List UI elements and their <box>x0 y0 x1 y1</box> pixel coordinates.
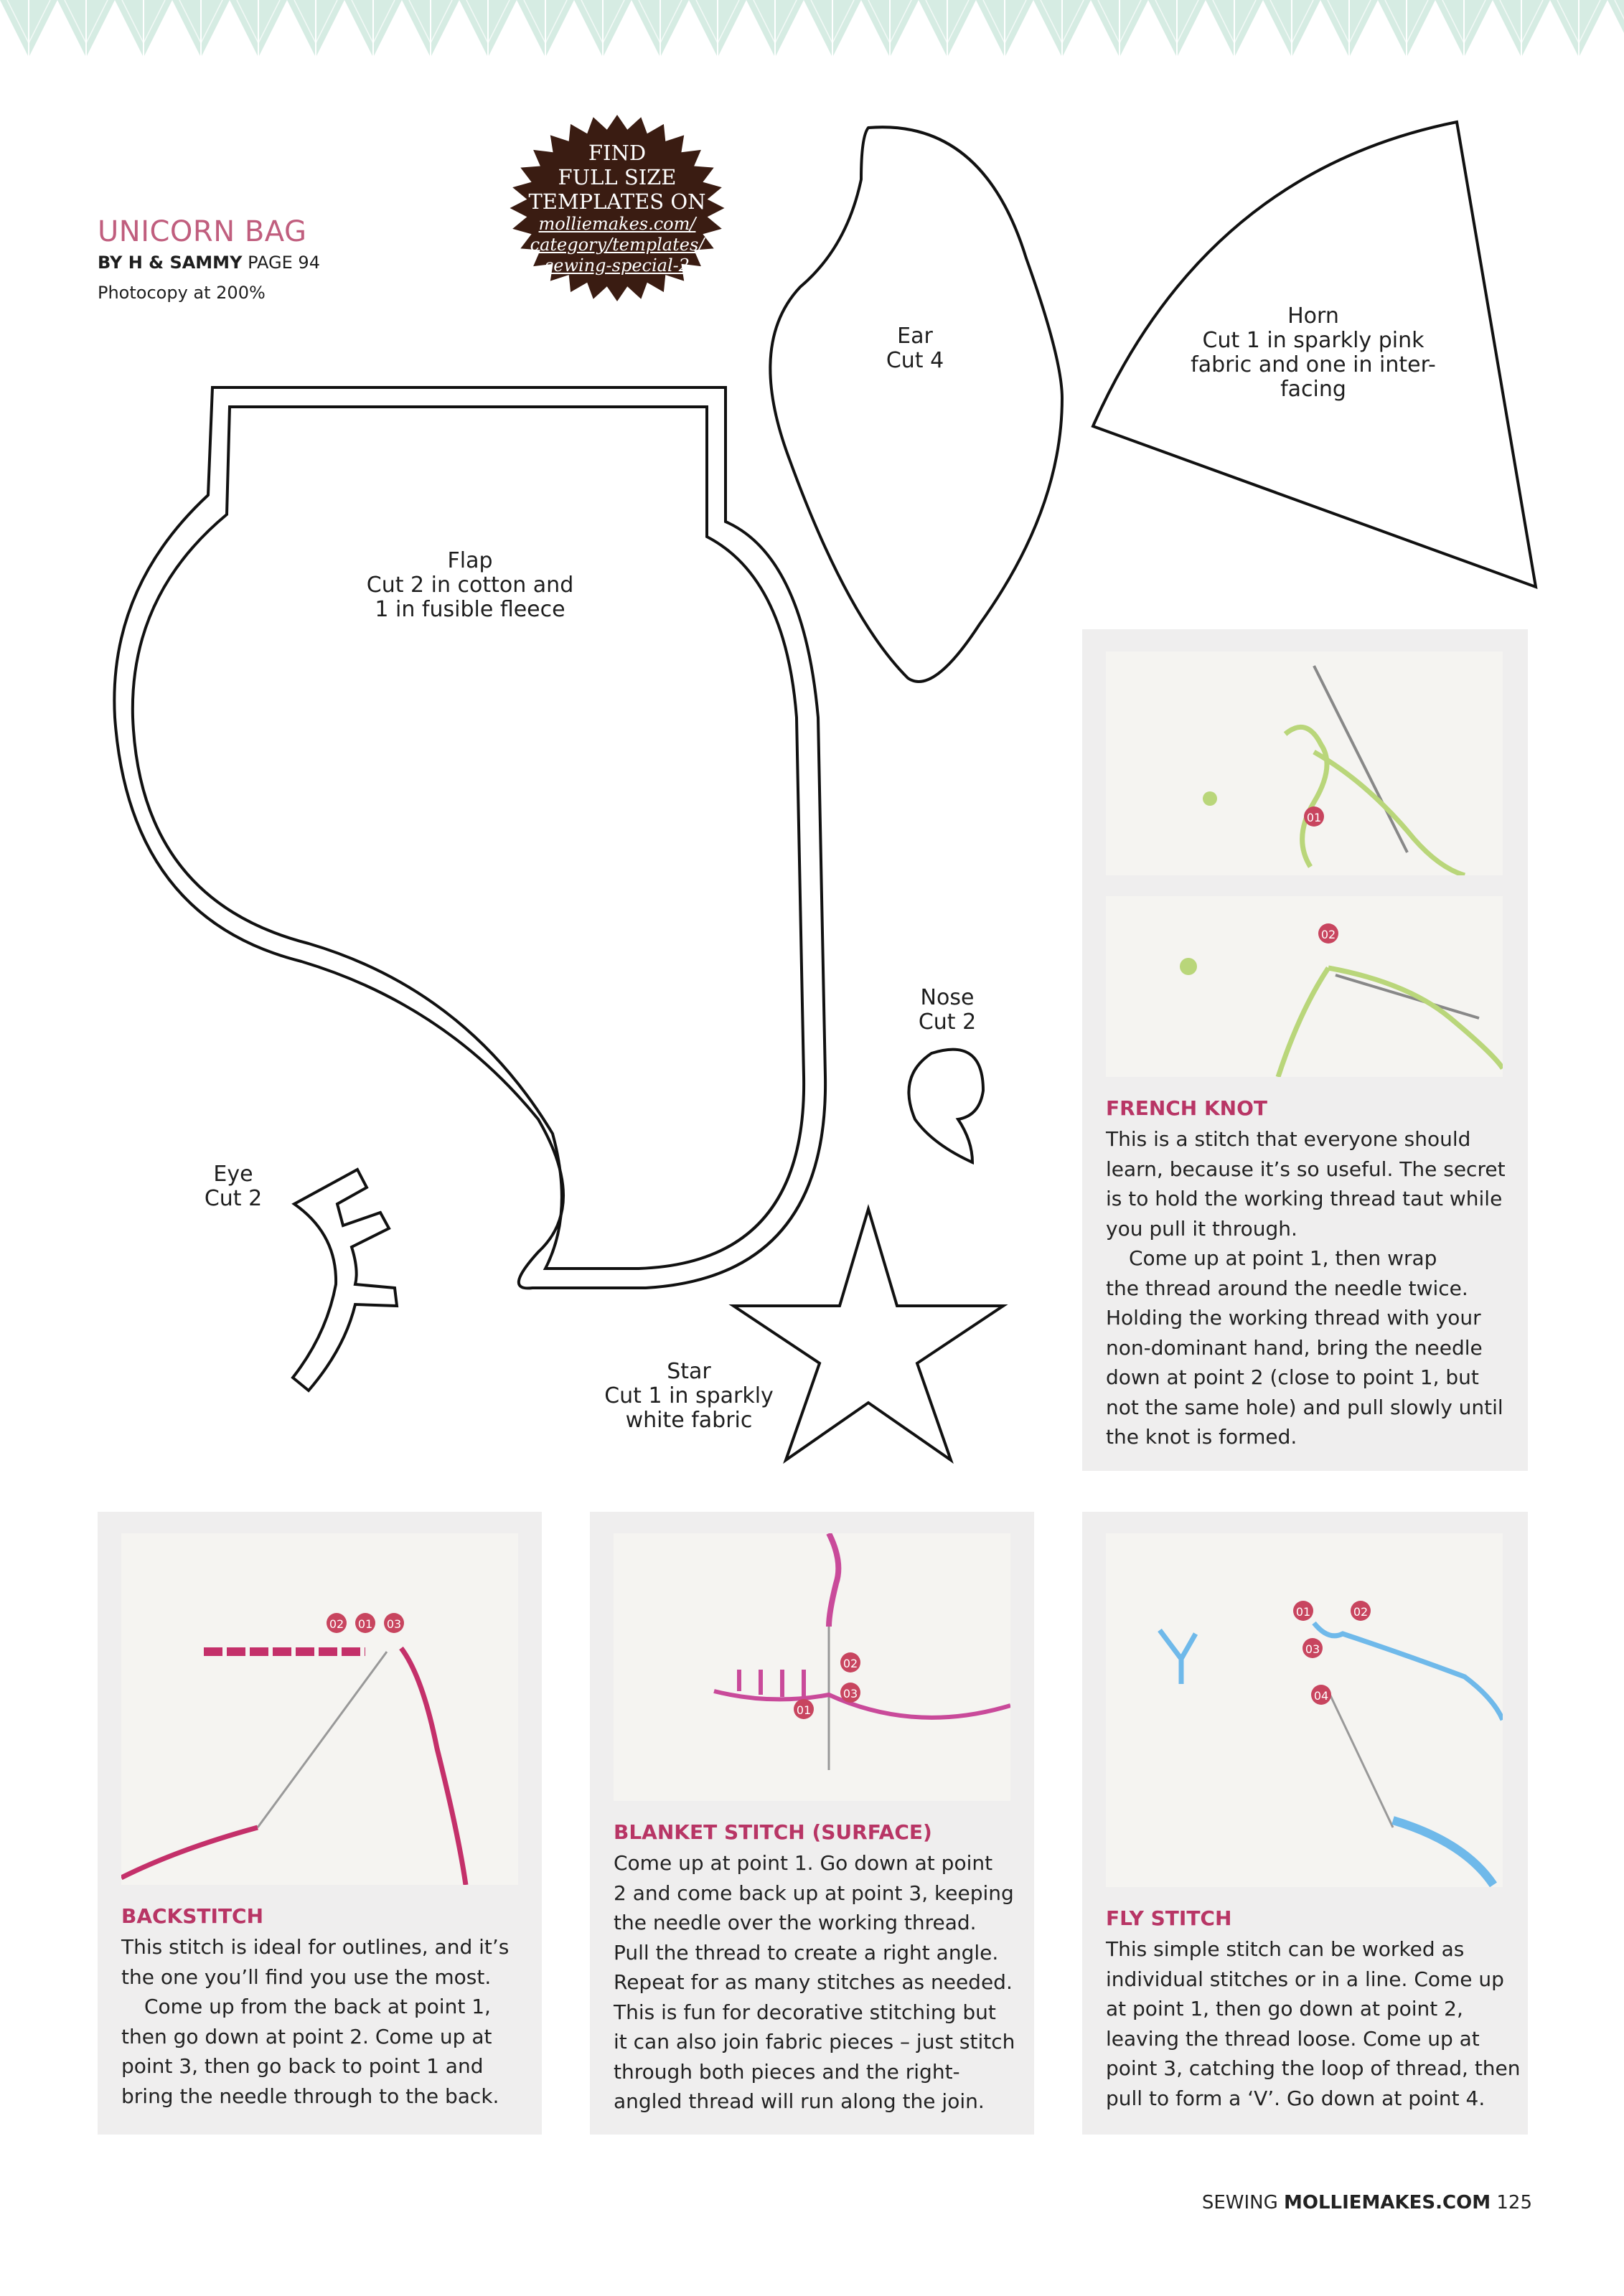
flap-cut-1: Cut 2 in cotton and <box>366 573 574 598</box>
badge-line-2: FULL SIZE <box>558 165 677 189</box>
bs-line: the one you’ll find you use the most. <box>121 1965 492 1989</box>
bs-line: point 3, then go back to point 1 and <box>121 2054 484 2078</box>
bs-badge-3: 03 <box>386 1617 402 1631</box>
fly-badge-1: 01 <box>1295 1605 1311 1619</box>
star-name: Star <box>667 1359 711 1384</box>
fk-line: Come up at point 1, then wrap <box>1129 1246 1437 1270</box>
blanket-stitch-title: BLANKET STITCH (SURFACE) <box>614 1820 932 1844</box>
footer-section: SEWING <box>1201 2192 1278 2213</box>
french-knot-panel <box>1082 629 1528 1471</box>
flap-cut-2: 1 in fusible fleece <box>375 597 565 622</box>
badge-line-3: TEMPLATES ON <box>528 189 706 214</box>
fk-badge-2: 02 <box>1320 928 1336 941</box>
star-cut-2: white fabric <box>625 1408 753 1433</box>
french-knot-photo-2 <box>1106 896 1503 1077</box>
fk-badge-1: 01 <box>1306 811 1322 824</box>
bl-line: angled thread will run along the join. <box>614 2089 985 2113</box>
bl-line: Come up at point 1. Go down at point <box>614 1851 993 1875</box>
eye-template <box>293 1170 397 1391</box>
bs-badge-2: 01 <box>357 1617 373 1631</box>
star-cut-1: Cut 1 in sparkly <box>604 1383 774 1408</box>
backstitch-photo <box>121 1533 518 1885</box>
badge-url-2[interactable]: category/templates/ <box>530 235 705 255</box>
nose-cut: Cut 2 <box>918 1010 977 1035</box>
fk-line: not the same hole) and pull slowly until <box>1106 1395 1503 1419</box>
horn-cut-1: Cut 1 in sparkly pink <box>1202 328 1424 353</box>
fly-badge-4: 04 <box>1313 1689 1329 1703</box>
blanket-stitch-photo <box>614 1533 1010 1801</box>
bl-badge-2: 03 <box>842 1687 858 1700</box>
templates-badge[interactable] <box>502 141 732 276</box>
nose-template <box>909 1050 983 1162</box>
bl-line: through both pieces and the right- <box>614 2059 960 2084</box>
fly-stitch-body <box>1106 1934 1521 2113</box>
page-number: 125 <box>1496 2192 1532 2213</box>
backstitch-body <box>121 1932 509 2111</box>
ear-template <box>770 127 1062 682</box>
bs-line: bring the needle through to the back. <box>121 2084 499 2108</box>
star-label <box>588 1360 789 1433</box>
fly-stitch-photo <box>1106 1533 1503 1887</box>
byline-authors: BY H & SAMMY <box>98 253 243 273</box>
byline-page: PAGE 94 <box>248 253 320 273</box>
bs-line: This stitch is ideal for outlines, and it’s <box>121 1935 510 1959</box>
fly-line: leaving the thread loose. Come up at <box>1106 2026 1480 2051</box>
footer-site[interactable]: MOLLIEMAKES.COM <box>1283 2192 1491 2213</box>
nose-label <box>876 986 1019 1035</box>
flap-template <box>114 387 825 1288</box>
fly-line: point 3, catching the loop of thread, then <box>1106 2056 1521 2080</box>
bl-line: the needle over the working thread. <box>614 1911 977 1934</box>
ear-name: Ear <box>897 324 933 349</box>
fly-line: pull to form a ‘V’. Go down at point 4. <box>1106 2086 1485 2110</box>
photocopy-note: Photocopy at 200% <box>98 283 266 303</box>
french-knot-photo-1 <box>1106 651 1503 875</box>
ear-label <box>840 324 990 373</box>
fk-line: down at point 2 (close to point 1, but <box>1106 1365 1479 1389</box>
horn-cut-3: facing <box>1280 377 1346 402</box>
flap-name: Flap <box>447 548 493 573</box>
blanket-stitch-body <box>614 1848 1015 2117</box>
french-knot-title: FRENCH KNOT <box>1106 1096 1268 1120</box>
horn-label <box>1155 304 1471 402</box>
bs-line: then go down at point 2. Come up at <box>121 2024 492 2048</box>
fly-badge-2: 02 <box>1353 1605 1369 1619</box>
backstitch-panel <box>98 1512 542 2135</box>
fk-line: you pull it through. <box>1106 1216 1297 1241</box>
fk-line: the thread around the needle twice. <box>1106 1276 1468 1300</box>
fly-stitch-panel <box>1082 1512 1528 2135</box>
badge-line-1: FIND <box>588 141 647 165</box>
bl-line: Repeat for as many stitches as needed. <box>614 1970 1013 1994</box>
french-knot-body <box>1106 1124 1506 1452</box>
bl-badge-3: 01 <box>796 1703 812 1717</box>
bl-line: This is fun for decorative stitching but <box>614 2000 996 2024</box>
eye-label <box>172 1162 294 1211</box>
fly-line: This simple stitch can be worked as <box>1106 1937 1465 1961</box>
bs-badge-1: 02 <box>329 1617 344 1631</box>
fly-line: individual stitches or in a line. Come up <box>1106 1967 1504 1991</box>
bl-line: Pull the thread to create a right angle. <box>614 1940 999 1965</box>
fk-line: is to hold the working thread taut while <box>1106 1187 1503 1210</box>
byline <box>98 253 320 273</box>
ear-cut: Cut 4 <box>886 348 944 373</box>
fly-line: at point 1, then go down at point 2, <box>1106 1997 1463 2020</box>
page-footer <box>1202 2192 1532 2213</box>
bl-line: 2 and come back up at point 3, keeping <box>614 1881 1014 1905</box>
fk-line: the knot is formed. <box>1106 1425 1297 1449</box>
fk-line: Holding the working thread with your <box>1106 1306 1481 1330</box>
fk-line: learn, because it’s so useful. The secret <box>1106 1157 1506 1181</box>
backstitch-title: BACKSTITCH <box>121 1904 264 1928</box>
eye-name: Eye <box>213 1162 253 1187</box>
horn-cut-2: fabric and one in inter- <box>1191 352 1436 377</box>
fly-badge-3: 03 <box>1305 1642 1320 1656</box>
badge-url-1[interactable]: molliemakes.com/ <box>538 214 696 234</box>
bs-line: Come up from the back at point 1, <box>144 1995 491 2018</box>
fly-stitch-title: FLY STITCH <box>1106 1906 1232 1930</box>
blanket-stitch-panel <box>590 1512 1034 2135</box>
bl-line: it can also join fabric pieces – just stitch <box>614 2030 1015 2053</box>
fk-line: This is a stitch that everyone should <box>1106 1127 1471 1151</box>
nose-name: Nose <box>920 985 975 1010</box>
flap-label <box>323 549 617 622</box>
badge-url-3[interactable]: sewing-special-2 <box>544 255 690 276</box>
fk-line: non-dominant hand, bring the needle <box>1106 1335 1483 1360</box>
page-title: UNICORN BAG <box>98 215 307 248</box>
eye-cut: Cut 2 <box>204 1186 263 1211</box>
bl-badge-1: 02 <box>842 1657 858 1670</box>
horn-name: Horn <box>1287 304 1339 329</box>
